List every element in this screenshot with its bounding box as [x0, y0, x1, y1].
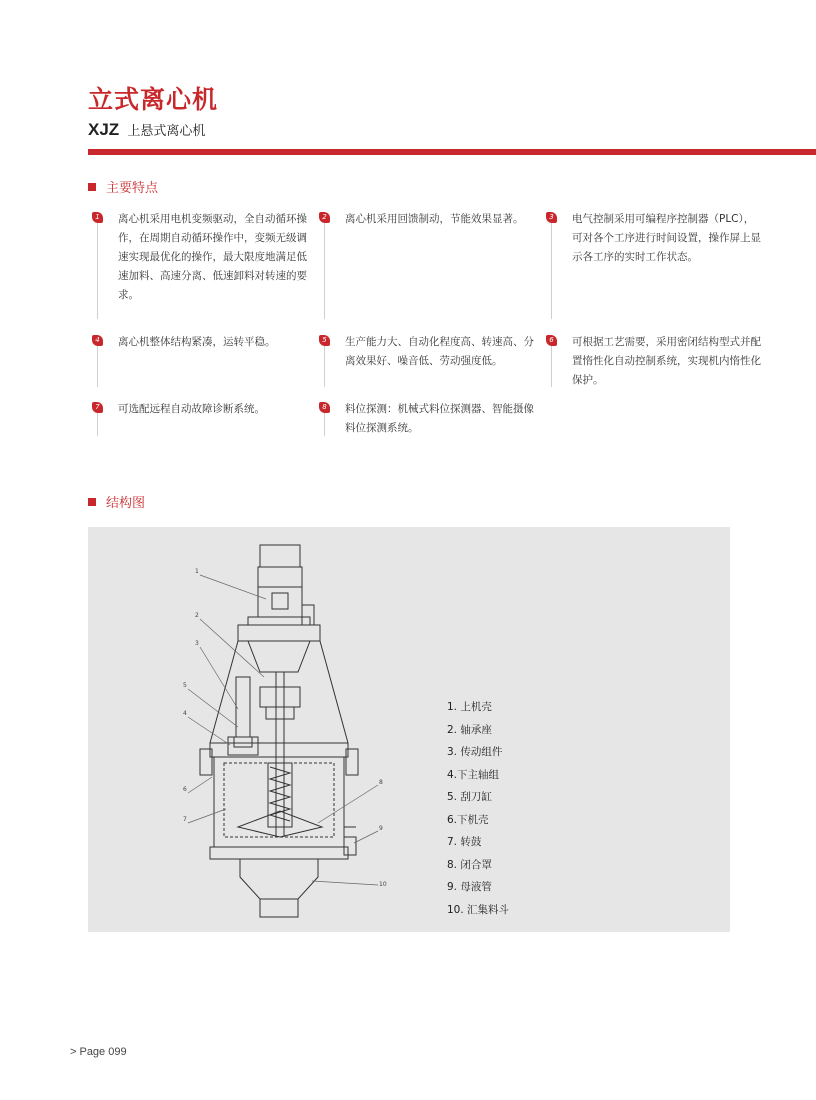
model-description: 上悬式离心机: [127, 124, 206, 139]
square-bullet-icon: [88, 498, 96, 506]
diagram-legend: [447, 696, 509, 921]
callout-2: 2: [195, 612, 199, 619]
square-bullet-icon: [88, 183, 96, 191]
feature-text: 生产能力大、自动化程度高、转速高、分离效果好、噪音低、劳动强度低。: [345, 336, 534, 367]
number-badge-icon: 7: [92, 402, 103, 413]
lower-shaft-group: [228, 737, 258, 755]
callout-7: 7: [183, 816, 187, 823]
structure-diagram-panel: [88, 527, 730, 932]
feature-text: 可选配远程自动故障诊断系统。: [118, 403, 265, 415]
transmission-assembly: [260, 687, 300, 707]
number-badge-icon: 8: [319, 402, 330, 413]
feature-item-3: [549, 210, 762, 267]
model-code: XJZ: [88, 120, 120, 139]
number-badge-icon: 3: [546, 212, 557, 223]
page-number: > Page 099: [70, 1046, 127, 1058]
diagram-heading: 结构图: [88, 492, 145, 511]
feature-item-4: [95, 333, 308, 352]
feature-text: 离心机整体结构紧凑，运转平稳。: [118, 336, 276, 348]
feature-text: 电气控制采用可编程序控制器（PLC），可对各个工序进行时间设置，操作屏上显示各工序的实时工作状态。: [572, 213, 761, 263]
callout-6: 6: [183, 786, 187, 793]
legend-item: 10. 汇集料斗: [447, 903, 510, 916]
feature-item-5: [322, 333, 535, 371]
legend-item: 5. 刮刀缸: [447, 791, 492, 803]
callout-5: 5: [183, 682, 187, 689]
motor-top: [260, 545, 300, 567]
legend-item: 9. 母液管: [447, 881, 492, 893]
page-subtitle: [88, 120, 205, 140]
legend-item: 8. 闭合罩: [447, 858, 492, 871]
legend-item: 1. 上机壳: [447, 701, 492, 713]
scraper-cylinder: [236, 677, 250, 737]
number-badge-icon: 4: [92, 335, 103, 346]
mother-liquor-pipe: [344, 837, 356, 855]
features-heading: 主要特点: [88, 177, 158, 196]
feature-text: 离心机采用回馈制动，节能效果显著。: [345, 213, 524, 225]
page-title: 立式离心机: [88, 85, 219, 114]
number-badge-icon: 1: [92, 212, 103, 223]
motor-junction-box: [272, 593, 288, 609]
feature-item-6: [549, 333, 762, 390]
feature-text: 可根据工艺需要，采用密闭结构型式并配置惰性化自动控制系统，实现机内惰性化保护。: [572, 336, 761, 386]
number-badge-icon: 5: [319, 335, 330, 346]
feature-item-7: [95, 400, 308, 419]
feature-text: 离心机采用电机变频驱动，全自动循环操作，在周期自动循环操作中，变频无级调速实现最优化的操作，最大限度地满足低速加料、高速分离、低速卸料对转速的要求。: [118, 213, 307, 301]
feature-item-8: [322, 400, 535, 438]
number-badge-icon: 2: [319, 212, 330, 223]
number-badge-icon: 6: [546, 335, 557, 346]
legend-item: 3. 传动组件: [447, 746, 503, 758]
callout-1: 1: [195, 568, 199, 575]
collecting-hopper: [240, 859, 318, 899]
callout-3: 3: [195, 640, 199, 647]
callout-10: 10: [379, 881, 387, 888]
lower-housing: [214, 757, 344, 847]
callout-4: 4: [183, 710, 187, 717]
centrifuge-drawing: [88, 527, 730, 932]
feature-text: 料位探测：机械式料位探测器、智能摄像料位探测系统。: [345, 403, 534, 434]
header-rule: [88, 149, 816, 155]
legend-item: 6.下机壳: [447, 813, 489, 826]
upper-housing: [238, 625, 320, 641]
feature-item-2: [322, 210, 535, 229]
legend-item: 2. 轴承座: [447, 723, 492, 736]
bearing-seat: [248, 641, 310, 672]
legend-item: 4.下主轴组: [447, 768, 500, 781]
legend-item: 7. 转鼓: [447, 836, 482, 848]
closing-cover: [238, 811, 322, 837]
feature-item-1: [95, 210, 308, 305]
callout-8: 8: [379, 779, 383, 786]
callout-9: 9: [379, 825, 383, 832]
